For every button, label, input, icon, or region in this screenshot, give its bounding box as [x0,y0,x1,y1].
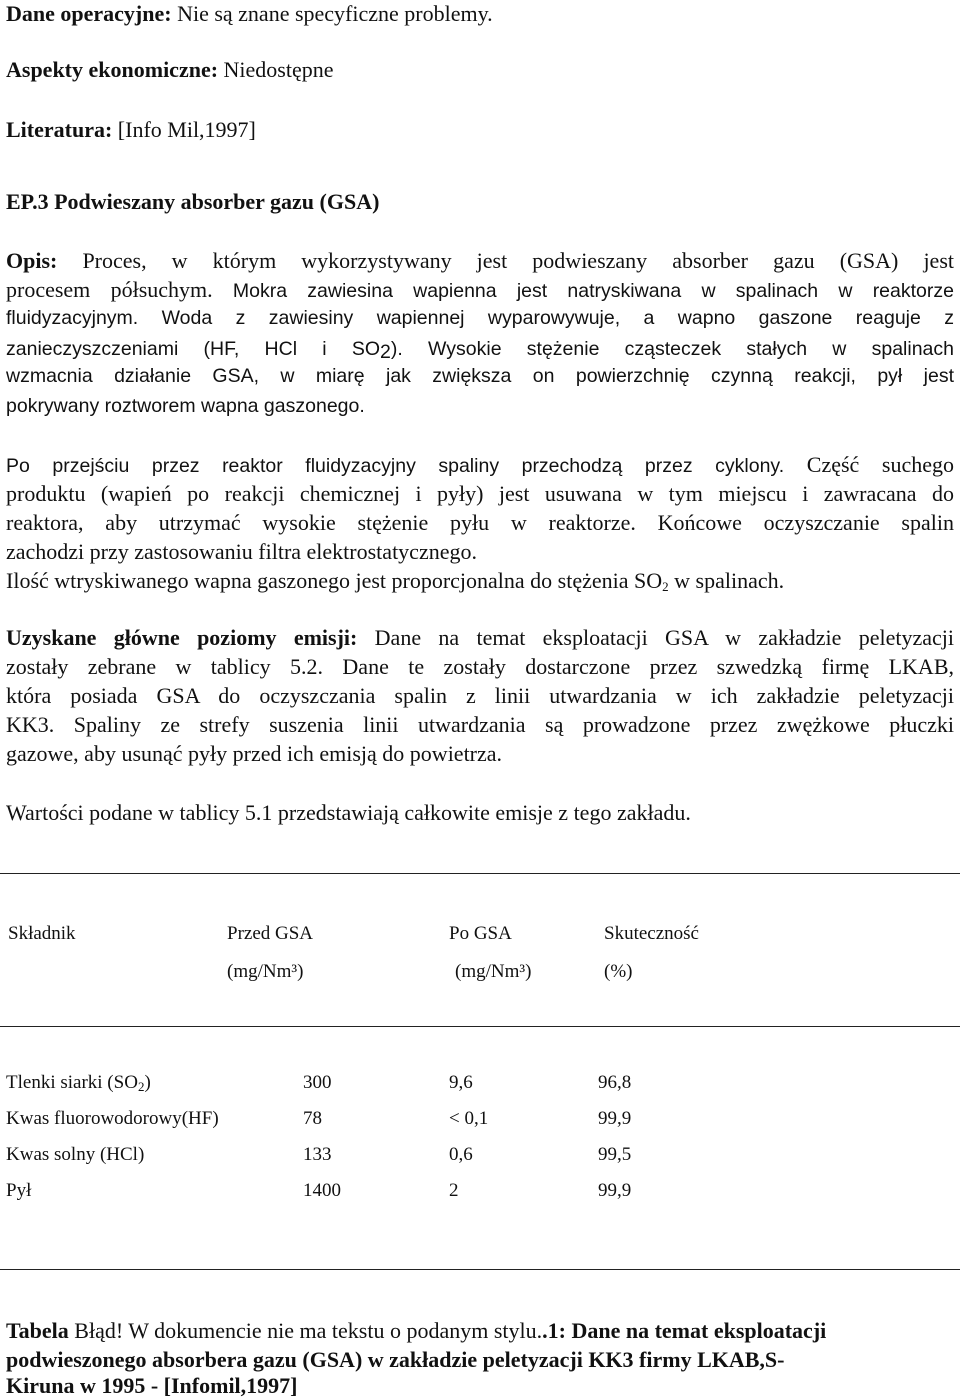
values-note: Wartości podane w tablicy 5.1 przedstawiają całkowite emisje z tego zakładu. [6,800,691,825]
table-header-efficiency: Skuteczność [604,923,699,944]
table-caption-line-2: podwieszonego absorbera gazu (GSA) w zakładzie peletyzacji KK3 firmy LKAB,S- [6,1347,785,1372]
table-header-after: Po GSA [449,923,512,944]
para2-text-5b: w spalinach. [668,568,785,593]
operational-label: Dane operacyjne: [6,1,172,26]
opis-text-4a: zanieczyszczeniami (HF, HCl i SO [6,338,381,360]
opis-line-6: pokrywany roztworem wapna gaszonego. [6,395,365,417]
opis-line-2 [6,275,954,306]
component-text: Tlenki siarki (SO [6,1072,138,1093]
table-cell-after: 0,6 [449,1144,473,1165]
caption-error-text: Błąd! W dokumencie nie ma tekstu o podanym stylu. [68,1318,543,1343]
table-cell-before: 78 [303,1108,322,1129]
emisje-line-4: KK3. Spaliny ze strefy suszenia linii utwardzania są prowadzone przez zwężkowe płuczki [6,712,954,737]
component-sub: 2 [137,1079,145,1094]
operational-text: Nie są znane specyficzne problemy. [171,1,493,26]
emisje-text-2a: zostały zebrane w tablicy 5.2. [6,654,324,679]
table-cell-after: 9,6 [449,1072,473,1093]
opis-sub-so2: 2 [380,341,391,363]
opis-text-4b: ). [390,338,403,360]
emisje-line-1 [6,623,954,652]
table-cell-efficiency: 96,8 [598,1072,632,1093]
opis-text-3b: Woda z zawiesiny wapiennej wyparowywuje, a wapno gaszone reaguje z [138,307,954,329]
table-unit-efficiency: (%) [604,961,633,982]
para2-text-1b: Część suchego [784,452,955,477]
opis-line-3 [6,304,954,333]
caption-bold-text: .1: Dane na temat eksploatacji [542,1318,827,1343]
emisje-text-2b: Dane te zostały dostarczone przez szwedzką firmę LKAB, [323,654,954,679]
emisje-line-3: która posiada GSA do oczyszczania spalin z linii utwardzania w ich zakładzie peletyzacji [6,683,954,708]
table-caption-line-1 [6,1316,826,1345]
opis-line-1 [6,246,954,275]
para2-text-3a: reaktora, aby utrzymać wysokie stężenie pyłu w reaktorze. [6,510,636,535]
table-header-before: Przed GSA [227,923,314,944]
para2-text-3b: Końcowe oczyszczanie spalin [635,510,954,535]
opis-text-3a: fluidyzacyjnym. [6,307,139,329]
operational-data-line [6,0,493,28]
component-end: ) [144,1072,151,1093]
caption-label: Tabela [6,1318,69,1343]
table-cell-before: 300 [303,1072,332,1093]
table-cell-component: Kwas solny (HCl) [6,1144,145,1165]
section-heading: EP.3 Podwieszany absorber gazu (GSA) [6,189,380,214]
table-caption-line-3: Kiruna w 1995 - [Infomil,1997] [6,1373,298,1398]
table-cell-efficiency: 99,9 [598,1180,632,1201]
table-header-rule [0,1026,960,1027]
economic-text: Niedostępne [218,57,334,82]
literature-line [6,116,256,144]
emisje-line-5: gazowe, aby usunąć pyły przed ich emisją do powietrza. [6,741,503,766]
table-header-component: Składnik [8,923,76,944]
literature-label: Literatura: [6,117,113,142]
para2-sub-so2: 2 [662,579,669,594]
opis-text-4c: Wysokie stężenie cząsteczek stałych w spalinach [402,338,954,360]
economic-aspects-line [6,56,334,84]
para2-line-3 [6,508,954,537]
table-cell-component: Pył [6,1180,32,1201]
opis-text-2b: Mokra zawiesina wapienna jest natryskiwana w spalinach w reaktorze [212,280,954,302]
table-top-rule [0,873,960,874]
table-cell-efficiency: 99,9 [598,1108,632,1129]
table-cell-before: 1400 [303,1180,341,1201]
literature-text: [Info Mil,1997] [112,117,256,142]
table-cell-efficiency: 99,5 [598,1144,632,1165]
table-cell-component: Kwas fluorowodorowy(HF) [6,1108,219,1129]
table-cell-before: 133 [303,1144,332,1165]
table-cell-component [6,1071,151,1095]
economic-label: Aspekty ekonomiczne: [6,57,219,82]
table-unit-before: (mg/Nm³) [227,961,304,982]
table-cell-after: < 0,1 [449,1108,489,1129]
table-bottom-rule [0,1269,960,1270]
opis-text-1: Proces, w którym wykorzystywany jest podwieszany absorber gazu (GSA) jest [57,248,954,273]
para2-line-1 [6,450,954,481]
para2-text-5a: Ilość wtryskiwanego wapna gaszonego jest proporcjonalna do stężenia SO [6,568,663,593]
para2-line-4: zachodzi przy zastosowaniu filtra elektrostatycznego. [6,539,477,564]
opis-line-5: wzmacnia działanie GSA, w miarę jak zwiększa on powierzchnię czynną reakcji, pył jest [6,365,954,387]
emisje-text-1: Dane na temat eksploatacji GSA w zakładzie peletyzacji [357,625,954,650]
opis-label: Opis: [6,248,58,273]
emisje-line-2 [6,652,954,681]
para2-line-5 [6,566,784,595]
opis-text-2a: procesem półsuchym. [6,277,213,302]
table-cell-after: 2 [449,1180,459,1201]
para2-line-2: produktu (wapień po reakcji chemicznej i pyły) jest usuwana w tym miejscu i zawracana do [6,481,954,506]
table-unit-after: (mg/Nm³) [455,961,532,982]
opis-line-4 [6,333,954,364]
emisje-label: Uzyskane główne poziomy emisji: [6,625,358,650]
para2-text-1a: Po przejściu przez reaktor fluidyzacyjny spaliny przechodzą przez cyklony. [6,455,785,477]
